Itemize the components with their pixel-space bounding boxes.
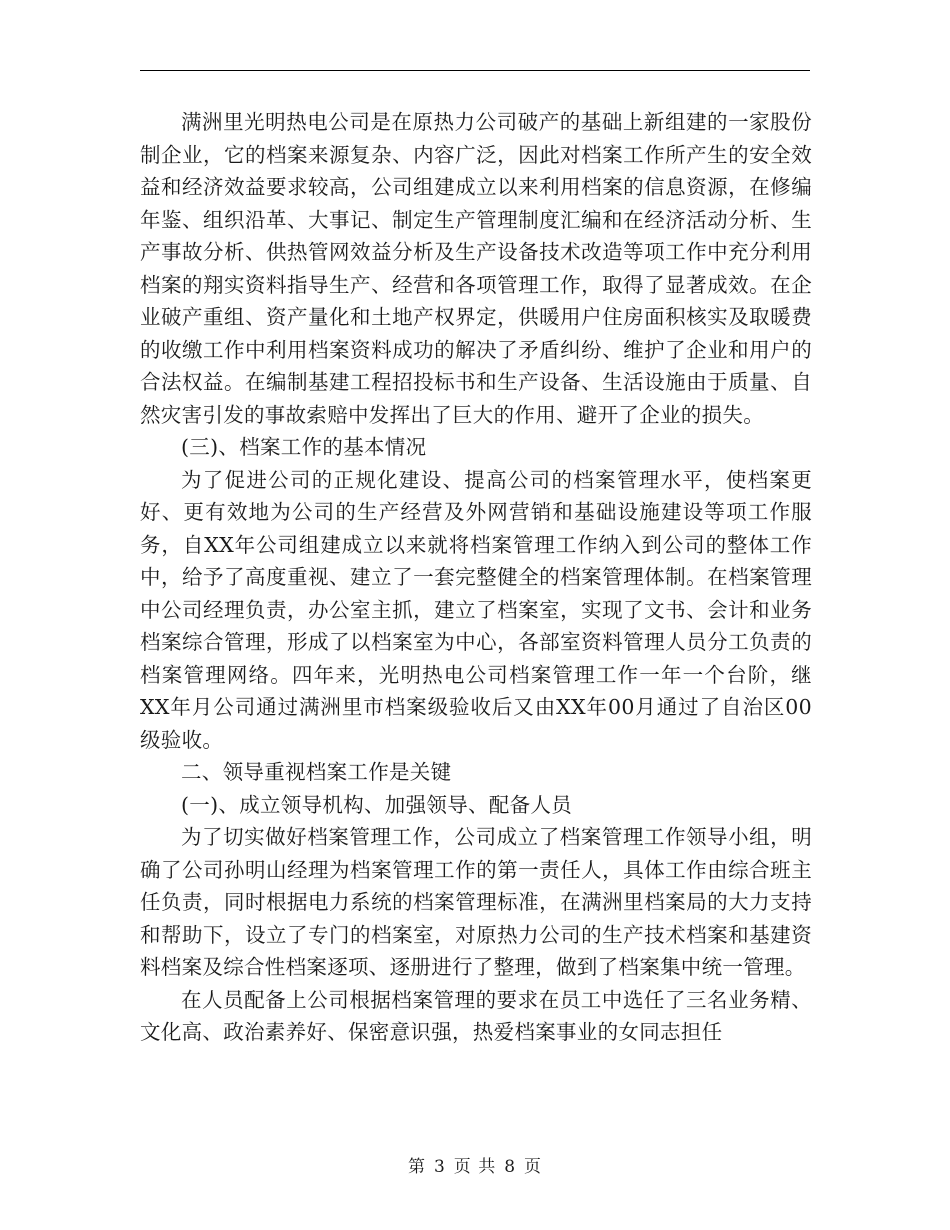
section-heading: 二、领导重视档案工作是关键: [181, 760, 452, 784]
document-body: [140, 106, 812, 1049]
footer-prefix: 第: [407, 1157, 426, 1177]
paragraph: 在人员配备上公司根据档案管理的要求在员工中选任了三名业务精、文化高、政治素养好、保密意识强，热爱档案事业的女同志担任: [140, 987, 812, 1044]
page-number: 3: [433, 1157, 446, 1177]
paragraph: 满洲里光明热电公司是在原热力公司破产的基础上新组建的一家股份制企业，它的档案来源复杂、内容广泛，因此对档案工作所产生的安全效益和经济效益要求较高，公司组建成立以来利用档案的信息资源，在修编年鉴、组织沿革、大事记、制定生产管理制度汇编和在经济活动分析、生产事故分析、供热管网效益分析及生产设备技术改造等项工作中充分利用档案的翔实资料指导生产、经营和各项管理工作，取得了显著成效。在企业破产重组、资产量化和土地产权界定，供暖用户住房面积核实及取暖费的收缴工作中利用档案资料成功的解决了矛盾纠纷、维护了企业和用户的合法权益。在编制基建工程招投标书和生产设备、生活设施由于质量、自然灾害引发的事故索赔中发挥出了巨大的作用、避开了企业的损失。: [140, 110, 812, 427]
footer-suffix: 页: [524, 1157, 543, 1177]
section-heading: (三)、档案工作的基本情况: [181, 435, 427, 459]
page-footer: [0, 1152, 950, 1177]
section-heading: (一)、成立领导机构、加强领导、配备人员: [181, 792, 572, 817]
footer-middle: 页 共: [453, 1157, 497, 1177]
header-rule: [140, 70, 810, 71]
paragraph: 为了切实做好档案管理工作，公司成立了档案管理工作领导小组，明确了公司孙明山经理为档案管理工作的第一责任人，具体工作由综合班主任负责，同时根据电力系统的档案管理标准，在满洲里档案局的大力支持和帮助下，设立了专门的档案室，对原热力公司的生产技术档案和基建资料档案及综合性档案逐项、逐册进行了整理，做到了档案集中统一管理。: [140, 825, 812, 979]
page-total: 8: [504, 1157, 517, 1177]
paragraph: 为了促进公司的正规化建设、提高公司的档案管理水平，使档案更好、更有效地为公司的生产经营及外网营销和基础设施建设等项工作服务，自XX年公司组建成立以来就将档案管理工作纳入到公司的整体工作中，给予了高度重视、建立了一套完整健全的档案管理体制。在档案管理中公司经理负责，办公室主抓，建立了档案室，实现了文书、会计和业务档案综合管理，形成了以档案室为中心，各部室资料管理人员分工负责的档案管理网络。四年来，光明热电公司档案管理工作一年一个台阶，继XX年月公司通过满洲里市档案级验收后又由XX年00月通过了自治区00级验收。: [140, 467, 812, 752]
